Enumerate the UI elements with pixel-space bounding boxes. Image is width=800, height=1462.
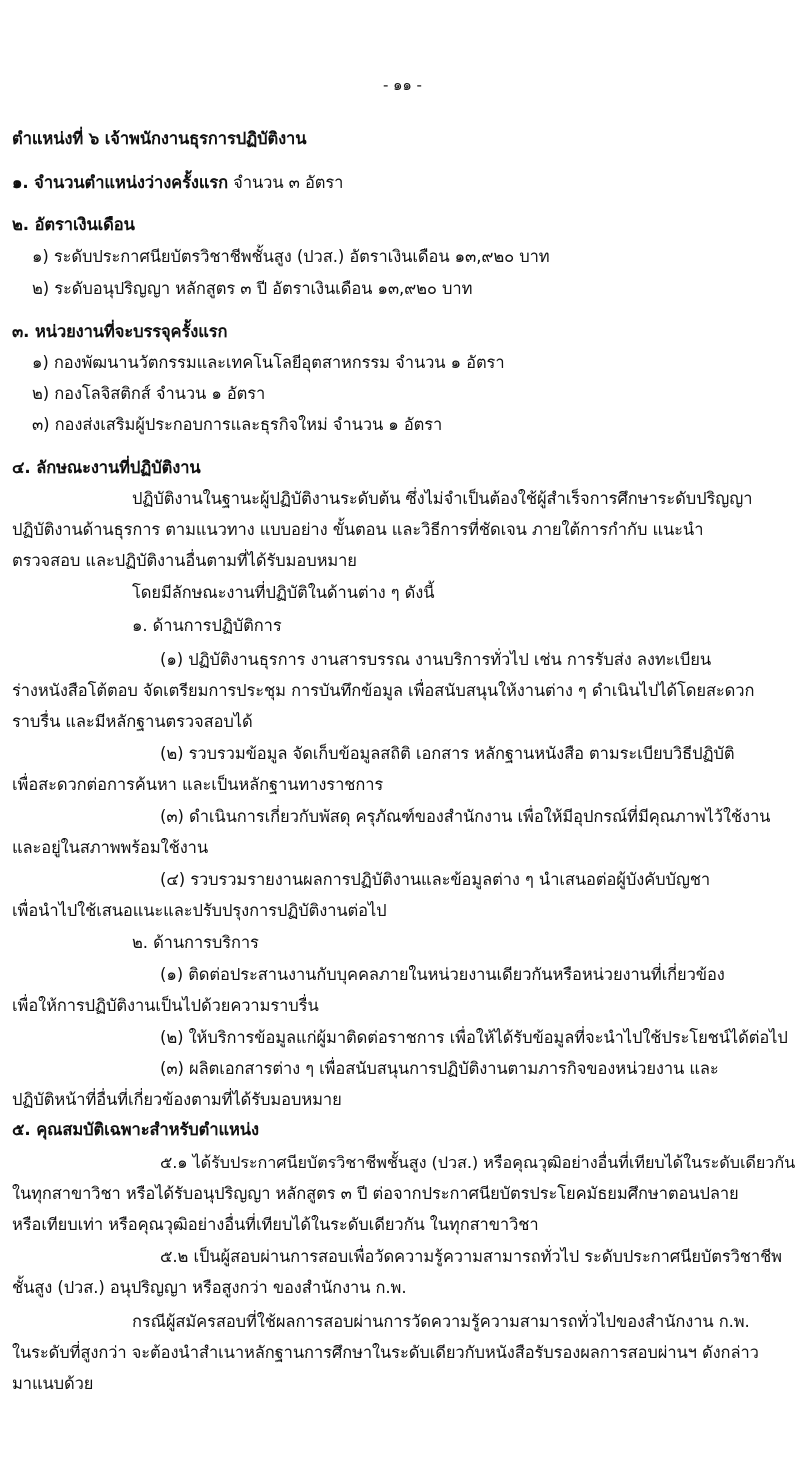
services-item-line: เพื่อให้การปฏิบัติงานเป็นไปด้วยความราบรื่น [12, 996, 319, 1015]
section2-heading: ๒. อัตราเงินเดือน [12, 215, 135, 234]
operations-item-line: เพื่อสะดวกต่อการค้นหา และเป็นหลักฐานทางราชการ [12, 775, 384, 794]
qualification-line: มาแนบด้วย [12, 1374, 94, 1393]
unit-item: ๑) กองพัฒนานวัตกรรมและเทคโนโลยีอุตสาหกรรม จำนวน ๑ อัตรา [32, 353, 505, 372]
operations-item-line: (๔) รวบรวมรายงานผลการปฏิบัติงานและข้อมูลต่าง ๆ นำเสนอต่อผู้บังคับบัญชา [160, 870, 711, 889]
section1-value: จำนวน ๓ อัตรา [233, 173, 344, 192]
qualification-line: ในทุกสาขาวิชา หรือได้รับอนุปริญญา หลักสูตร ๓ ปี ต่อจากประกาศนียบัตรประโยคมัธยมศึกษาตอนปลาย [12, 1184, 739, 1203]
page-number: - ๑๑ - [383, 76, 422, 94]
qualification-line: ๕.๒ เป็นผู้สอบผ่านการสอบเพื่อวัดความรู้ความสามารถทั่วไป ระดับประกาศนียบัตรวิชาชีพ [160, 1247, 782, 1266]
operations-item-line: ราบรื่น และมีหลักฐานตรวจสอบได้ [12, 712, 253, 731]
section4-heading: ๔. ลักษณะงานที่ปฏิบัติงาน [12, 458, 201, 477]
section4-intro-line: ตรวจสอบ และปฏิบัติงานอื่นตามที่ได้รับมอบหมาย [12, 551, 357, 570]
operations-item-line: (๓) ดำเนินการเกี่ยวกับพัสดุ ครุภัณฑ์ของสำนักงาน เพื่อให้มีอุปกรณ์ที่มีคุณภาพไว้ใช้งาน [160, 807, 771, 826]
operations-item-line: (๒) รวบรวมข้อมูล จัดเก็บข้อมูลสถิติ เอกสาร หลักฐานหนังสือ ตามระเบียบวิธีปฏิบัติ [160, 744, 735, 763]
salary-item: ๑) ระดับประกาศนียบัตรวิชาชีพชั้นสูง (ปวส.) อัตราเงินเดือน ๑๓,๙๒๐ บาท [32, 247, 550, 266]
section4-intro-line: ปฏิบัติงานด้านธุรการ ตามแนวทาง แบบอย่าง ขั้นตอน และวิธีการที่ชัดเจน ภายใต้การกำกับ แนะนำ [12, 520, 704, 539]
services-item-line: (๓) ผลิตเอกสารต่าง ๆ เพื่อสนับสนุนการปฏิบัติงานตามภารกิจของหน่วยงาน และ [160, 1059, 719, 1078]
services-item-line: (๑) ติดต่อประสานงานกับบุคคลภายในหน่วยงานเดียวกันหรือหน่วยงานที่เกี่ยวข้อง [160, 965, 725, 984]
qualification-line: หรือเทียบเท่า หรือคุณวุฒิอย่างอื่นที่เทียบได้ในระดับเดียวกัน ในทุกสาขาวิชา [12, 1215, 539, 1234]
unit-item: ๓) กองส่งเสริมผู้ประกอบการและธุรกิจใหม่ จำนวน ๑ อัตรา [32, 415, 443, 434]
qualification-line: ในระดับที่สูงกว่า จะต้องนำสำเนาหลักฐานการศึกษาในระดับเดียวกับหนังสือรับรองผลการสอบผ่านฯ ดังกล่าว [12, 1343, 759, 1362]
operations-item-line: และอยู่ในสภาพพร้อมใช้งาน [12, 838, 208, 857]
qualification-line: กรณีผู้สมัครสอบที่ใช้ผลการสอบผ่านการวัดความรู้ความสามารถทั่วไปของสำนักงาน ก.พ. [132, 1312, 750, 1331]
qualification-line: ชั้นสูง (ปวส.) อนุปริญญา หรือสูงกว่า ของสำนักงาน ก.พ. [12, 1278, 407, 1297]
unit-item: ๒) กองโลจิสติกส์ จำนวน ๑ อัตรา [32, 384, 266, 403]
position-title: ตำแหน่งที่ ๖ เจ้าพนักงานธุรการปฏิบัติงาน [12, 129, 307, 148]
subsection-services-title: ๒. ด้านการบริการ [132, 933, 259, 952]
section1-heading: ๑. จำนวนตำแหน่งว่างครั้งแรก [12, 173, 229, 192]
section4-lead: โดยมีลักษณะงานที่ปฏิบัติในด้านต่าง ๆ ดังนี้ [132, 583, 435, 602]
operations-item-line: (๑) ปฏิบัติงานธุรการ งานสารบรรณ งานบริการทั่วไป เช่น การรับส่ง ลงทะเบียน [160, 650, 712, 669]
qualification-line: ๕.๑ ได้รับประกาศนียบัตรวิชาชีพชั้นสูง (ปวส.) หรือคุณวุฒิอย่างอื่นที่เทียบได้ในระดับเดียวกัน [160, 1153, 796, 1172]
section4-intro-line: ปฏิบัติงานในฐานะผู้ปฏิบัติงานระดับต้น ซึ่งไม่จำเป็นต้องใช้ผู้สำเร็จการศึกษาระดับปริญญา [132, 489, 753, 508]
section3-heading: ๓. หน่วยงานที่จะบรรจุครั้งแรก [12, 322, 228, 341]
subsection-operations-title: ๑. ด้านการปฏิบัติการ [132, 616, 282, 635]
services-item-line: (๒) ให้บริการข้อมูลแก่ผู้มาติดต่อราชการ เพื่อให้ได้รับข้อมูลที่จะนำไปใช้ประโยชน์ได้ต่อไป [160, 1028, 788, 1047]
salary-item: ๒) ระดับอนุปริญญา หลักสูตร ๓ ปี อัตราเงินเดือน ๑๓,๙๒๐ บาท [32, 279, 473, 298]
section1 [12, 172, 343, 194]
operations-item-line: ร่างหนังสือโต้ตอบ จัดเตรียมการประชุม การบันทึกข้อมูล เพื่อสนับสนุนให้งานต่าง ๆ ดำเนินไปได้โดยสะดวก [12, 681, 755, 700]
section5-heading: ๕. คุณสมบัติเฉพาะสำหรับตำแหน่ง [12, 1120, 259, 1139]
operations-item-line: เพื่อนำไปใช้เสนอแนะและปรับปรุงการปฏิบัติงานต่อไป [12, 901, 387, 920]
services-item-line: ปฏิบัติหน้าที่อื่นที่เกี่ยวข้องตามที่ได้รับมอบหมาย [12, 1090, 342, 1109]
